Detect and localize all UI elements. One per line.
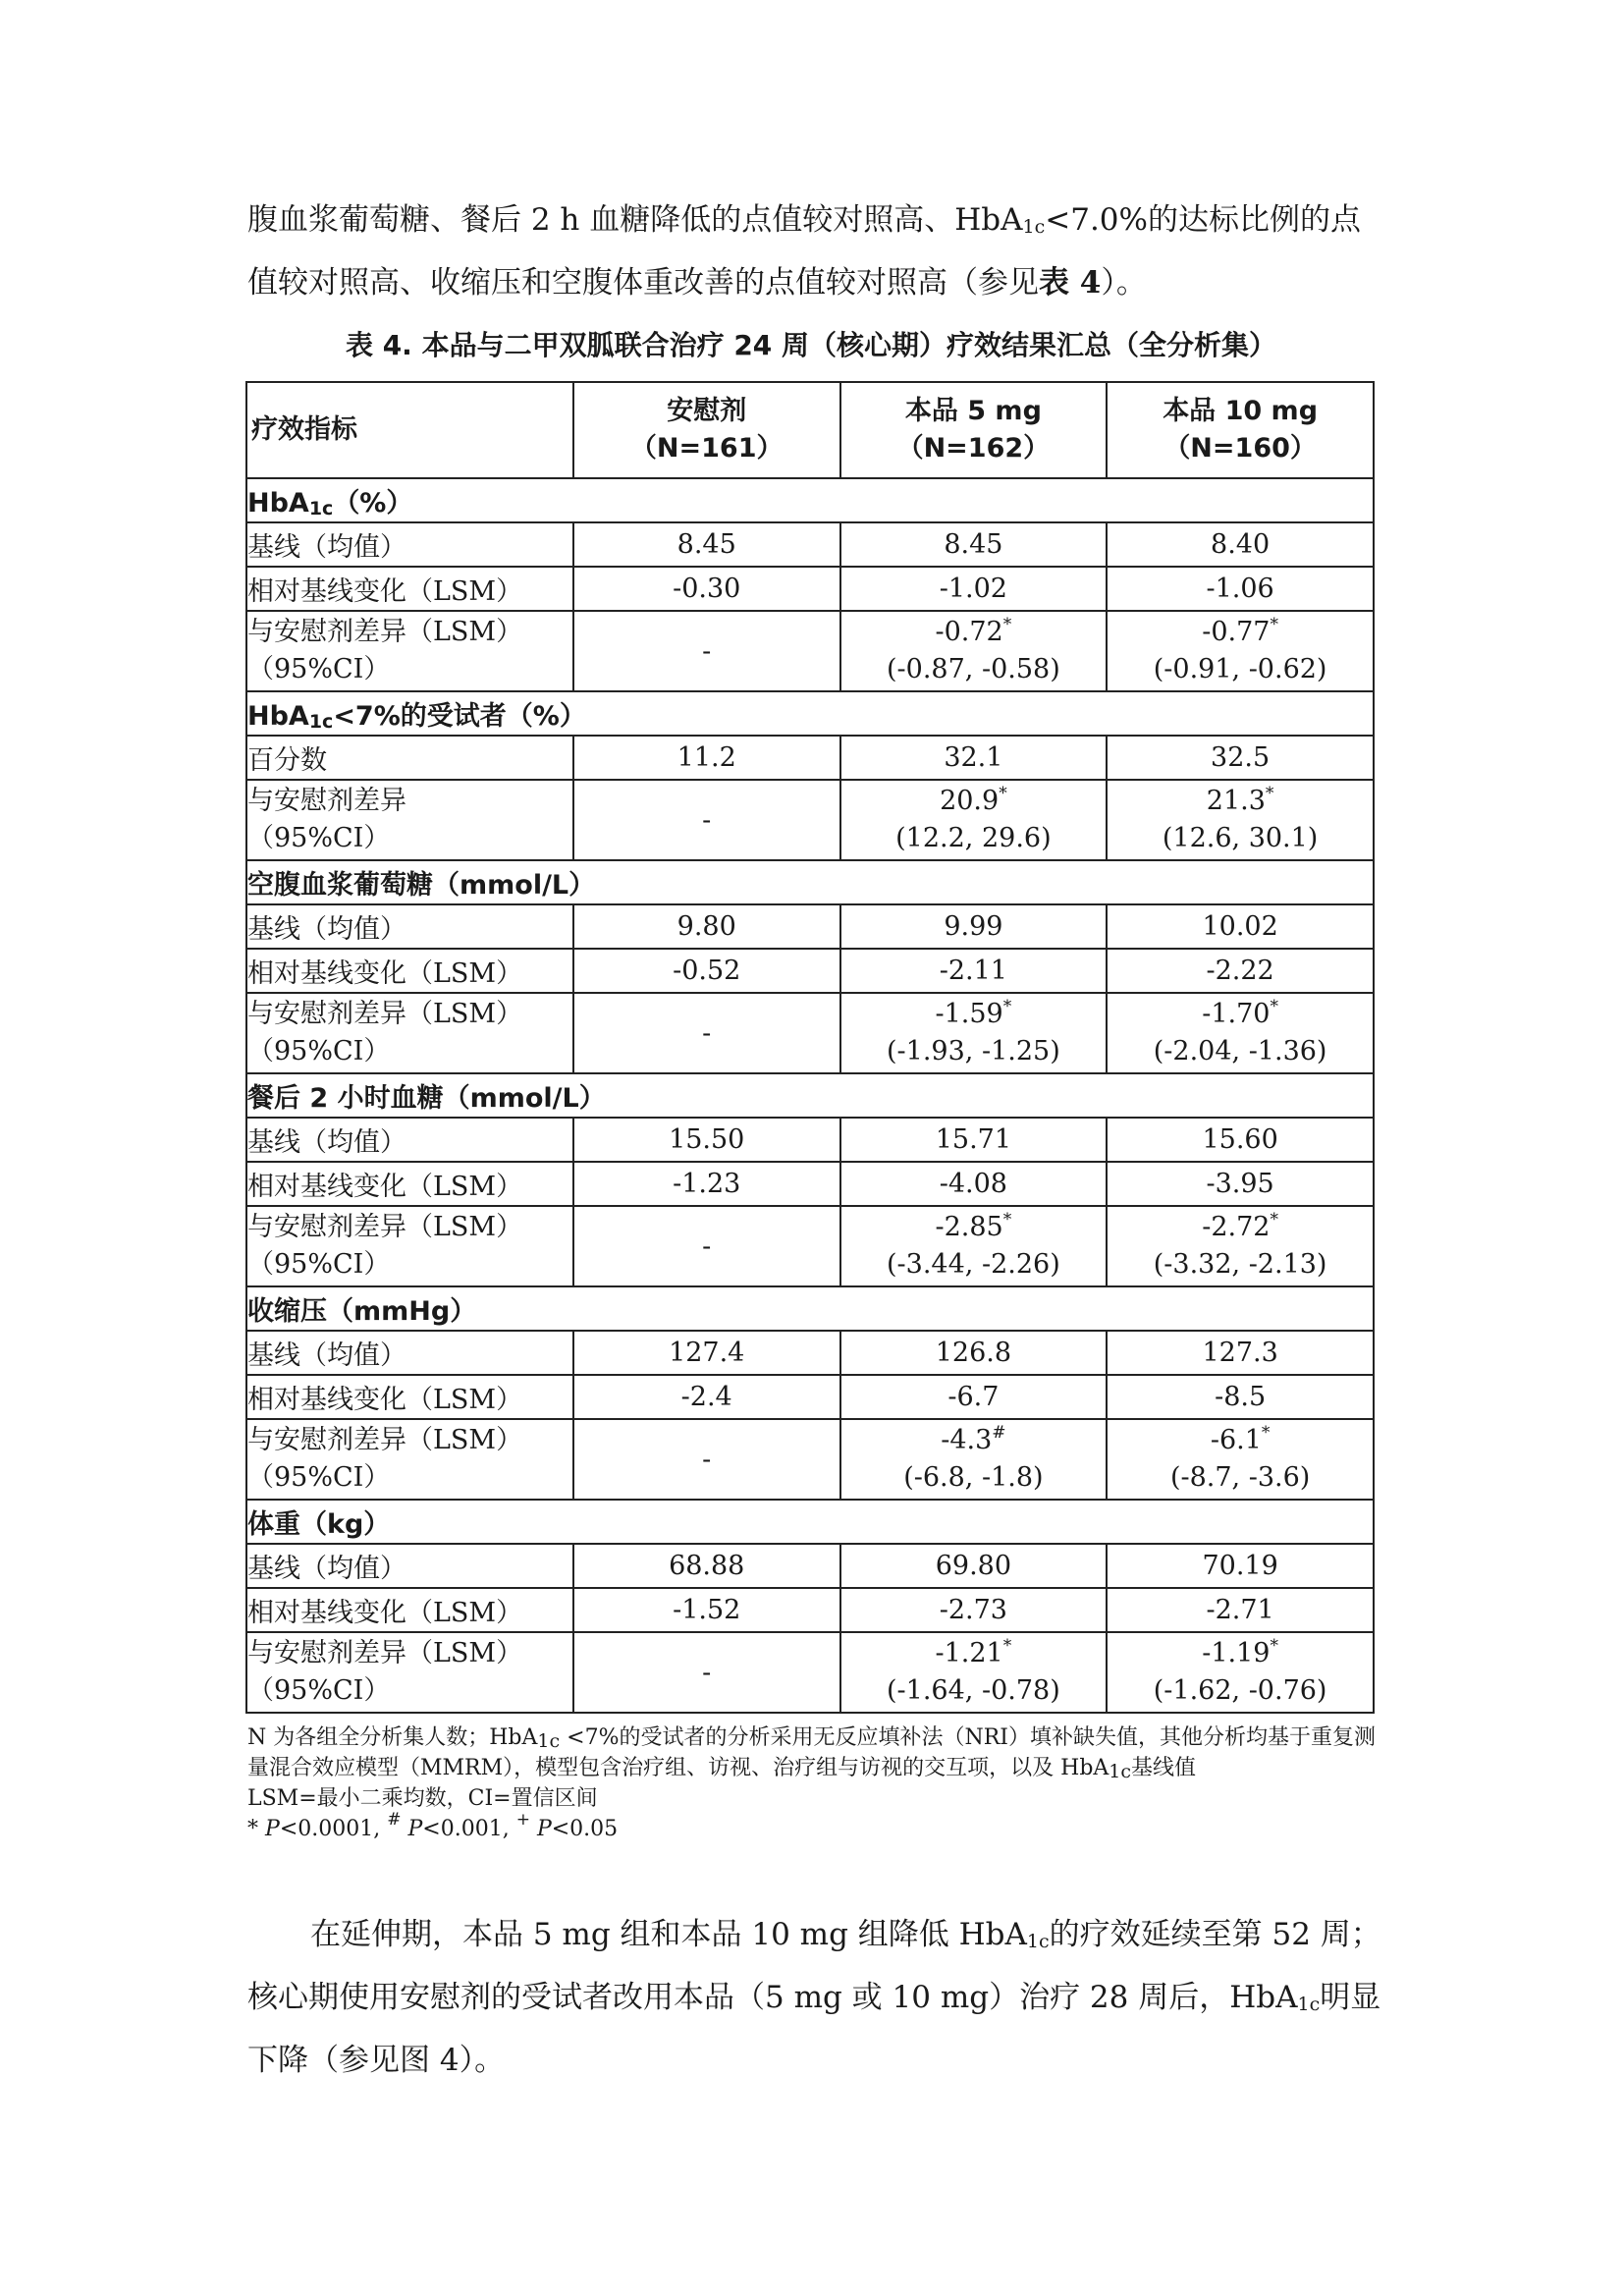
cell-value: - (573, 611, 840, 691)
table-row (246, 1419, 1374, 1500)
row-label: 与安慰剂差异（LSM） （95%CI） (246, 1632, 573, 1713)
table-row (246, 1331, 1374, 1375)
row-label: 相对基线变化（LSM） (246, 1375, 573, 1419)
cell-value: 32.1 (840, 736, 1108, 780)
row-label: 基线（均值） (246, 904, 573, 949)
row-label: 与安慰剂差异（LSM） （95%CI） (246, 1419, 573, 1500)
footnote-line: LSM=最小二乘均数，CI=置信区间 (247, 1786, 598, 1811)
cell-value: 8.45 (840, 522, 1108, 567)
cell-value: -3.95 (1107, 1162, 1374, 1206)
cell-value: -2.4 (573, 1375, 840, 1419)
row-label: 与安慰剂差异（LSM） （95%CI） (246, 993, 573, 1073)
section-title-fpg: 空腹血浆葡萄糖（mmol/L） (246, 860, 1374, 904)
cell-value: -1.06 (1107, 567, 1374, 611)
cell-value: 70.19 (1107, 1544, 1374, 1588)
cell-value: -2.11 (840, 949, 1108, 993)
table-row (246, 780, 1374, 860)
cell-value: -1.59* (-1.93, -1.25) (840, 993, 1108, 1073)
row-label: 相对基线变化（LSM） (246, 1162, 573, 1206)
row-label: 相对基线变化（LSM） (246, 1588, 573, 1632)
row-label: 相对基线变化（LSM） (246, 949, 573, 993)
cell-value: -1.21* (-1.64, -0.78) (840, 1632, 1108, 1713)
footnote-line: * P<0.0001, # P<0.001, + P<0.05 (247, 1810, 619, 1841)
row-label: 与安慰剂差异（LSM） （95%CI） (246, 1206, 573, 1286)
row-label: 相对基线变化（LSM） (246, 567, 573, 611)
table-row (246, 567, 1374, 611)
cell-value: -1.52 (573, 1588, 840, 1632)
cell-value: -2.85* (-3.44, -2.26) (840, 1206, 1108, 1286)
cell-value: 20.9* (12.2, 29.6) (840, 780, 1108, 860)
section-title-sbp: 收缩压（mmHg） (246, 1286, 1374, 1331)
section-title-hba1c: HbA$_{1c}$（%） (246, 478, 1374, 522)
cell-value: -2.71 (1107, 1588, 1374, 1632)
section-row (246, 1286, 1374, 1331)
cell-value: - (573, 993, 840, 1073)
header-5mg: 本品 5 mg （N=162） (840, 382, 1108, 478)
cell-value: -6.7 (840, 1375, 1108, 1419)
row-label: 与安慰剂差异（LSM） （95%CI） (246, 611, 573, 691)
table-row (246, 1162, 1374, 1206)
cell-value: 127.3 (1107, 1331, 1374, 1375)
row-label: 基线（均值） (246, 522, 573, 567)
cell-value: 127.4 (573, 1331, 840, 1375)
intro-paragraph (247, 189, 1386, 314)
table-row (246, 1588, 1374, 1632)
cell-value: 11.2 (573, 736, 840, 780)
cell-value: -1.70* (-2.04, -1.36) (1107, 993, 1374, 1073)
cell-value: - (573, 1419, 840, 1500)
cell-value: -0.72* (-0.87, -0.58) (840, 611, 1108, 691)
cell-value: 8.40 (1107, 522, 1374, 567)
cell-value: -6.1* (-8.7, -3.6) (1107, 1419, 1374, 1500)
intro-text: ）。 (1101, 265, 1147, 301)
table-row (246, 522, 1374, 567)
cell-value: - (573, 1632, 840, 1713)
row-label: 基线（均值） (246, 1544, 573, 1588)
outro-paragraph: 在延伸期，本品 5 mg 组和本品 10 mg 组降低 HbA$_{1c}$的疗效延续至第 52 周；核心期使用安慰剂的受试者改用本品（5 mg 或 10 mg）治疗 28 周后，HbA$_{1c}$明显下降（参见图 4）。 (247, 1917, 1381, 2078)
header-metric: 疗效指标 (246, 382, 573, 478)
cell-value: 15.71 (840, 1118, 1108, 1162)
cell-value: -0.52 (573, 949, 840, 993)
cell-value: - (573, 780, 840, 860)
intro-subscript: 1c (1022, 216, 1046, 238)
cell-value: -2.73 (840, 1588, 1108, 1632)
table-footnotes (247, 1722, 1386, 1844)
table-row (246, 611, 1374, 691)
table-row (246, 904, 1374, 949)
cell-value: -0.30 (573, 567, 840, 611)
table-row (246, 1375, 1374, 1419)
cell-value: 9.80 (573, 904, 840, 949)
cell-value: -2.72* (-3.32, -2.13) (1107, 1206, 1374, 1286)
header-placebo: 安慰剂 （N=161） (573, 382, 840, 478)
efficacy-table (245, 381, 1375, 1714)
cell-value: 68.88 (573, 1544, 840, 1588)
table-row (246, 1118, 1374, 1162)
footnote-line: N 为各组全分析集人数；HbA$_{1c}$ <7%的受试者的分析采用无反应填补法（NRI）填补缺失值，其他分析均基于重复测量混合效应模型（MMRM），模型包含治疗组、访视、治疗组与访视的交互项，以及 HbA$_{1c}$基线值 (247, 1725, 1376, 1782)
row-label: 百分数 (246, 736, 573, 780)
cell-value: -2.22 (1107, 949, 1374, 993)
cell-value: 126.8 (840, 1331, 1108, 1375)
table-row (246, 1206, 1374, 1286)
section-row (246, 478, 1374, 522)
cell-value: 9.99 (840, 904, 1108, 949)
cell-value: -8.5 (1107, 1375, 1374, 1419)
cell-value: 21.3* (12.6, 30.1) (1107, 780, 1374, 860)
row-label: 基线（均值） (246, 1118, 573, 1162)
cell-value: -4.08 (840, 1162, 1108, 1206)
cell-value: 32.5 (1107, 736, 1374, 780)
section-row (246, 860, 1374, 904)
cell-value: 10.02 (1107, 904, 1374, 949)
section-row (246, 691, 1374, 736)
table-row (246, 1632, 1374, 1713)
section-row (246, 1500, 1374, 1544)
cell-value: 8.45 (573, 522, 840, 567)
table-row (246, 736, 1374, 780)
section-title-ppg: 餐后 2 小时血糖（mmol/L） (246, 1073, 1374, 1118)
intro-text: 腹血浆葡萄糖、餐后 2 h 血糖降低的点值较对照高、HbA (247, 202, 1023, 238)
cell-value: -4.3# (-6.8, -1.8) (840, 1419, 1108, 1500)
cell-value: 69.80 (840, 1544, 1108, 1588)
row-label: 与安慰剂差异 （95%CI） (246, 780, 573, 860)
header-row (246, 382, 1374, 478)
table-row (246, 949, 1374, 993)
cell-value: -1.19* (-1.62, -0.76) (1107, 1632, 1374, 1713)
table-row (246, 993, 1374, 1073)
section-row (246, 1073, 1374, 1118)
header-10mg: 本品 10 mg （N=160） (1107, 382, 1374, 478)
cell-value: -1.02 (840, 567, 1108, 611)
intro-text: <7.0%的达标比例的点值较对照高、收缩压和空腹体重改善的点值较对照高（参见 (247, 202, 1361, 301)
cell-value: -1.23 (573, 1162, 840, 1206)
table-row (246, 1544, 1374, 1588)
section-title-hba1c-target: HbA$_{1c}$<7%的受试者（%） (246, 691, 1374, 736)
table-reference: 表 4 (1039, 265, 1102, 301)
cell-value: 15.50 (573, 1118, 840, 1162)
cell-value: -0.77* (-0.91, -0.62) (1107, 611, 1374, 691)
table-caption: 表 4. 本品与二甲双胍联合治疗 24 周（核心期）疗效结果汇总（全分析集） (345, 329, 1277, 361)
cell-value: 15.60 (1107, 1118, 1374, 1162)
cell-value: - (573, 1206, 840, 1286)
row-label: 基线（均值） (246, 1331, 573, 1375)
section-title-weight: 体重（kg） (246, 1500, 1374, 1544)
